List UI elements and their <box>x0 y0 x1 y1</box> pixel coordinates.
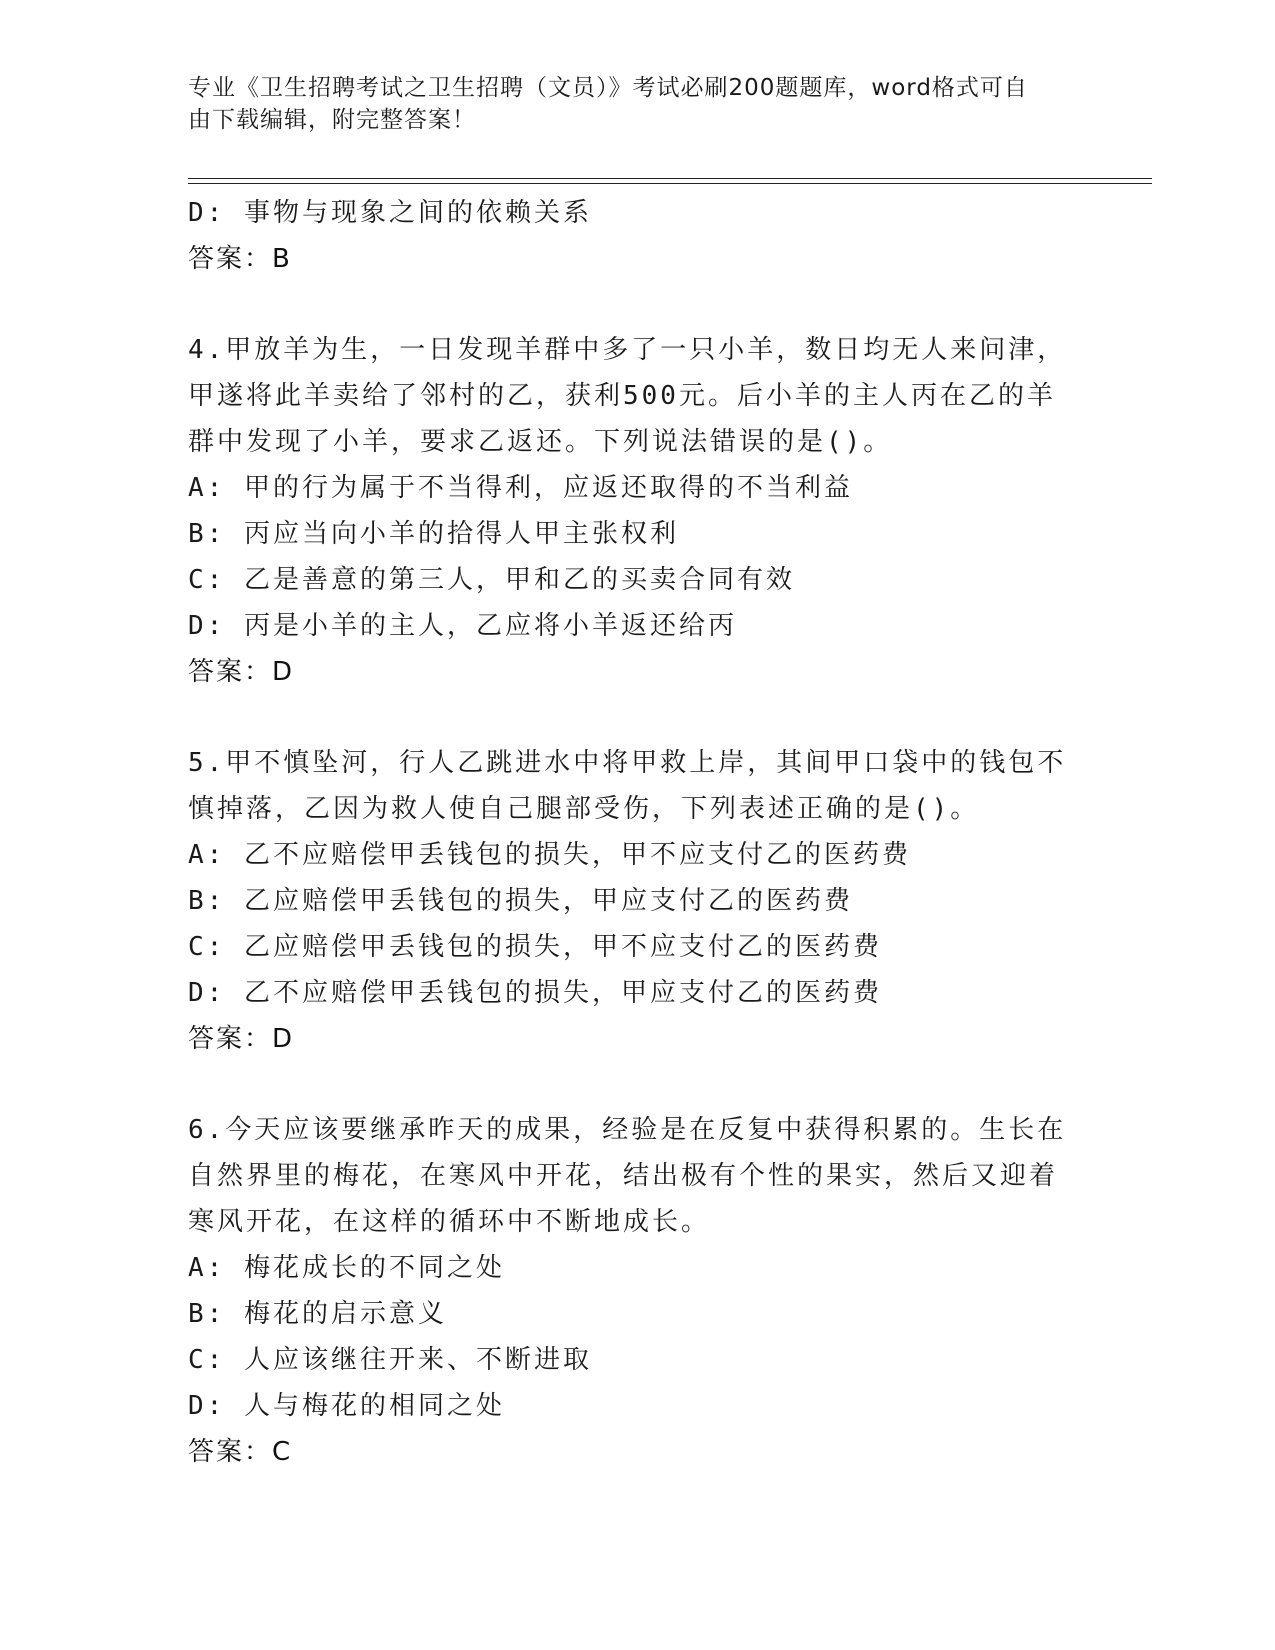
option-d: D: 丙是小羊的主人，乙应将小羊返还给丙 <box>188 611 737 641</box>
option-d: D: 人与梅花的相同之处 <box>188 1391 505 1421</box>
header-divider-top <box>188 178 1152 179</box>
answer-line: 答案：B <box>188 244 292 274</box>
question-6 <box>188 1107 1088 1475</box>
question-content <box>188 190 1088 1475</box>
spacer <box>188 282 1088 327</box>
page-header <box>188 72 1068 136</box>
option-d: D: 事物与现象之间的依赖关系 <box>188 198 592 228</box>
question-stem-line: 群中发现了小羊，要求乙返还。下列说法错误的是()。 <box>188 427 893 457</box>
question-stem-line: 慎掉落，乙因为救人使自己腿部受伤，下列表述正确的是()。 <box>188 794 980 824</box>
question-stem-line: 自然界里的梅花，在寒风中开花，结出极有个性的果实，然后又迎着 <box>188 1161 1059 1191</box>
question-stem-line: 4.甲放羊为生，一日发现羊群中多了一只小羊，数日均无人来问津， <box>188 335 1067 365</box>
answer-line: 答案：D <box>188 1024 295 1054</box>
header-divider-bottom <box>188 183 1152 184</box>
option-b: B: 丙应当向小羊的拾得人甲主张权利 <box>188 519 679 549</box>
option-c: C: 人应该继往开来、不断进取 <box>188 1345 592 1375</box>
question-stem-line: 5.甲不慎坠河，行人乙跳进水中将甲救上岸，其间甲口袋中的钱包不 <box>188 748 1067 778</box>
spacer <box>188 1062 1088 1107</box>
question-stem-line: 6.今天应该要继承昨天的成果，经验是在反复中获得积累的。生长在 <box>188 1115 1067 1145</box>
option-a: A: 甲的行为属于不当得利，应返还取得的不当利益 <box>188 473 853 503</box>
spacer <box>188 695 1088 740</box>
option-c: C: 乙应赔偿甲丢钱包的损失，甲不应支付乙的医药费 <box>188 932 882 962</box>
header-line-2: 由下载编辑，附完整答案！ <box>188 107 476 133</box>
question-4 <box>188 327 1088 695</box>
answer-line: 答案：D <box>188 657 295 687</box>
option-c: C: 乙是善意的第三人，甲和乙的买卖合同有效 <box>188 565 795 595</box>
question-stem-line: 寒风开花，在这样的循环中不断地成长。 <box>188 1207 711 1237</box>
answer-line: 答案：C <box>188 1437 293 1467</box>
option-b: B: 乙应赔偿甲丢钱包的损失，甲应支付乙的医药费 <box>188 886 853 916</box>
header-line-1: 专业《卫生招聘考试之卫生招聘（文员）》考试必刷200题题库，word格式可自 <box>188 75 1028 101</box>
option-a: A: 乙不应赔偿甲丢钱包的损失，甲不应支付乙的医药费 <box>188 840 911 870</box>
option-b: B: 梅花的启示意义 <box>188 1299 447 1329</box>
question-stem-line: 甲遂将此羊卖给了邻村的乙，获利500元。后小羊的主人丙在乙的羊 <box>188 381 1056 411</box>
option-a: A: 梅花成长的不同之处 <box>188 1253 505 1283</box>
option-d: D: 乙不应赔偿甲丢钱包的损失，甲应支付乙的医药费 <box>188 978 882 1008</box>
question-5 <box>188 740 1088 1062</box>
